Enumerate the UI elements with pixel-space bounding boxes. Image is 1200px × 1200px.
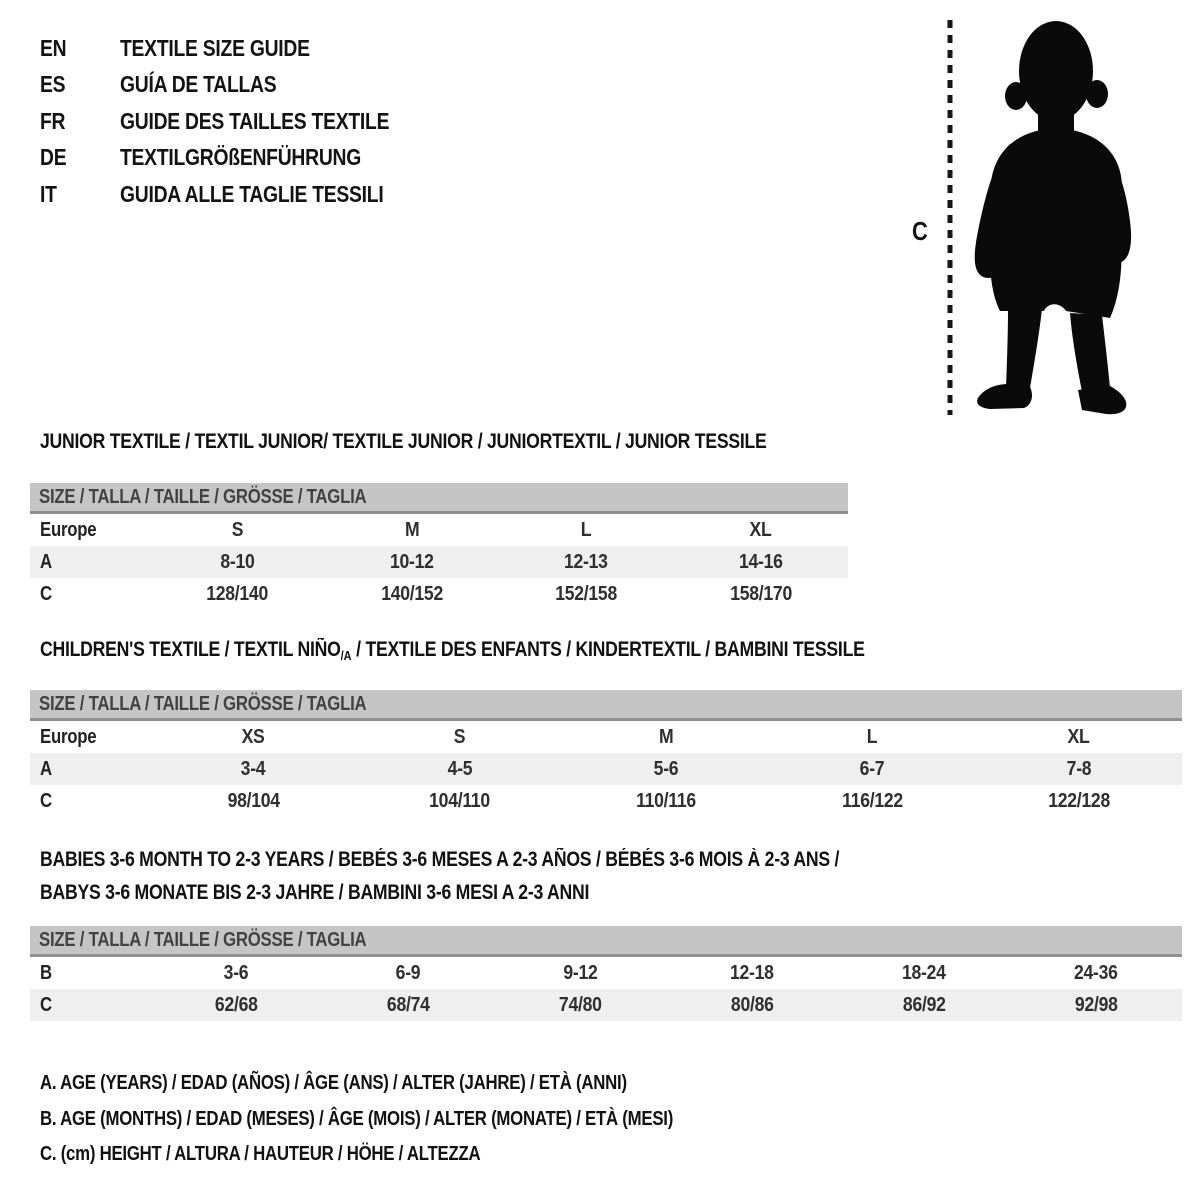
table-cell xyxy=(494,989,666,1021)
size-header-bar xyxy=(30,690,1182,721)
size-column-header xyxy=(356,721,562,753)
language-title-list xyxy=(40,30,441,213)
table-cell-text: 3-6 xyxy=(223,961,249,984)
table-cell xyxy=(325,578,500,610)
table-cell-text: 104/110 xyxy=(429,789,490,812)
region-label: Europe xyxy=(40,518,97,541)
row-label-cell xyxy=(30,753,150,785)
table-cell xyxy=(563,785,769,817)
table-cell xyxy=(1010,957,1182,989)
size-column-header xyxy=(769,721,975,753)
table-cell xyxy=(356,753,562,785)
table-cell xyxy=(674,578,849,610)
measure-legend xyxy=(40,1066,794,1173)
table-cell-text: 6-7 xyxy=(860,757,885,780)
table-cell-text: 14-16 xyxy=(738,550,783,573)
children-title-sub: /A xyxy=(340,648,352,663)
table-cell-text: 5-6 xyxy=(653,757,679,780)
section-title-junior-text: JUNIOR TEXTILE / TEXTIL JUNIOR/ TEXTILE JUNIOR / JUNIORTEXTIL / JUNIOR TESSILE xyxy=(40,430,767,453)
size-header-label: SIZE / TALLA / TAILLE / GRÖSSE / TAGLIA xyxy=(39,692,367,715)
height-figure xyxy=(900,12,1160,424)
language-code-text: FR xyxy=(40,107,66,134)
table-cell-text: 86/92 xyxy=(902,993,946,1016)
table-cell xyxy=(150,785,356,817)
table-cell xyxy=(838,989,1010,1021)
table-cell-text: 74/80 xyxy=(558,993,602,1016)
table-cell-text: 158/170 xyxy=(729,582,792,605)
row-label-cell xyxy=(30,957,150,989)
table-row-age xyxy=(30,753,1182,785)
size-header-label: SIZE / TALLA / TAILLE / GRÖSSE / TAGLIA xyxy=(39,485,367,508)
babies-title-line2: BABYS 3-6 MONATE BIS 2-3 JAHRE / BAMBINI 3-6 MESI A 2-3 ANNI xyxy=(40,881,590,904)
table-cell-text: 7-8 xyxy=(1066,757,1092,780)
table-cell xyxy=(499,546,674,578)
table-cell xyxy=(563,753,769,785)
table-row-columns xyxy=(30,514,848,546)
language-title-text: GUIDA ALLE TAGLIE TESSILI xyxy=(120,180,384,207)
language-title xyxy=(120,35,441,62)
table-cell xyxy=(976,785,1182,817)
language-row-fr xyxy=(40,103,441,140)
table-cell-text: 3-4 xyxy=(240,757,266,780)
language-title xyxy=(120,108,441,135)
table-cell xyxy=(322,957,494,989)
size-column-text: XS xyxy=(241,725,265,748)
size-column-header xyxy=(325,514,500,546)
size-column-text: M xyxy=(658,725,674,748)
table-cell xyxy=(769,785,975,817)
table-cell xyxy=(666,957,838,989)
table-cell-text: 10-12 xyxy=(389,550,434,573)
language-code xyxy=(40,108,120,135)
language-row-es xyxy=(40,67,441,104)
size-table-junior xyxy=(30,483,848,610)
size-column-header xyxy=(150,721,356,753)
section-title-children-text xyxy=(40,638,865,662)
table-cell-text: 24-36 xyxy=(1074,961,1118,984)
size-column-text: S xyxy=(453,725,466,748)
language-row-it xyxy=(40,176,441,213)
table-cell xyxy=(769,753,975,785)
table-cell xyxy=(494,957,666,989)
size-column-text: XL xyxy=(1067,725,1090,748)
size-column-text: M xyxy=(404,518,419,541)
row-label-cell xyxy=(30,578,150,610)
size-column-header xyxy=(563,721,769,753)
size-header-bar xyxy=(30,483,848,514)
row-label: A xyxy=(40,550,52,573)
legend-line-a xyxy=(40,1066,794,1102)
language-code-text: DE xyxy=(40,144,67,171)
table-cell-text: 140/152 xyxy=(380,582,443,605)
section-title-children xyxy=(40,638,1022,662)
language-title xyxy=(120,181,441,208)
table-cell-text: 110/116 xyxy=(636,789,696,812)
table-cell-text: 122/128 xyxy=(1047,789,1110,812)
table-cell xyxy=(150,957,322,989)
language-code xyxy=(40,181,120,208)
table-row-age xyxy=(30,546,848,578)
language-title-text: GUÍA DE TALLAS xyxy=(120,71,277,98)
row-label-cell xyxy=(30,785,150,817)
row-label: C xyxy=(40,789,52,812)
height-measure-letter: C xyxy=(912,216,928,246)
region-label-cell xyxy=(30,514,150,546)
table-row-columns xyxy=(30,721,1182,753)
table-row-months xyxy=(30,957,1182,989)
size-column-text: S xyxy=(231,518,243,541)
table-cell-text: 9-12 xyxy=(562,961,598,984)
row-label: B xyxy=(40,961,52,984)
language-code xyxy=(40,71,120,98)
legend-line-c xyxy=(40,1137,794,1173)
table-cell xyxy=(325,546,500,578)
size-column-header xyxy=(150,514,325,546)
region-label: Europe xyxy=(40,725,97,748)
legend-line-a-text: A. AGE (YEARS) / EDAD (AÑOS) / ÂGE (ANS) / ALTER (JAHRE) / ETÀ (ANNI) xyxy=(40,1072,627,1095)
language-code-text: ES xyxy=(40,71,66,98)
table-cell-text: 92/98 xyxy=(1074,993,1118,1016)
language-code xyxy=(40,35,120,62)
table-cell-text: 128/140 xyxy=(206,582,269,605)
children-title-part2: / TEXTILE DES ENFANTS / KINDERTEXTIL / BAMBINI TESSILE xyxy=(351,638,865,661)
table-row-height xyxy=(30,578,848,610)
language-row-de xyxy=(40,140,441,177)
babies-title-line1: BABIES 3-6 MONTH TO 2-3 YEARS / BEBÉS 3-6 MESES A 2-3 AÑOS / BÉBÉS 3-6 MOIS À 2-3 ANS / xyxy=(40,848,840,871)
row-label: A xyxy=(40,757,52,780)
table-cell-text: 62/68 xyxy=(214,993,258,1016)
table-cell-text: 6-9 xyxy=(395,961,421,984)
table-cell xyxy=(150,753,356,785)
table-cell xyxy=(322,989,494,1021)
table-cell-text: 98/104 xyxy=(227,789,280,812)
legend-line-b xyxy=(40,1102,794,1138)
table-cell xyxy=(838,957,1010,989)
table-cell-text: 8-10 xyxy=(220,550,255,573)
language-code-text: IT xyxy=(40,180,57,207)
size-table-children xyxy=(30,690,1182,817)
height-measure-label xyxy=(912,216,930,247)
row-label: C xyxy=(40,993,52,1016)
table-cell-text: 68/74 xyxy=(386,993,430,1016)
row-label: C xyxy=(40,582,52,605)
table-cell xyxy=(666,989,838,1021)
language-row-en xyxy=(40,30,441,67)
row-label-cell xyxy=(30,546,150,578)
table-cell-text: 116/122 xyxy=(841,789,903,812)
size-column-header xyxy=(976,721,1182,753)
children-title-part1: CHILDREN'S TEXTILE / TEXTIL NIÑO xyxy=(40,638,341,661)
region-label-cell xyxy=(30,721,150,753)
language-title-text: TEXTILE SIZE GUIDE xyxy=(120,34,310,61)
language-title-text: GUIDE DES TAILLES TEXTILE xyxy=(120,107,390,134)
table-cell xyxy=(150,578,325,610)
language-title xyxy=(120,144,441,171)
language-code-text: EN xyxy=(40,34,67,61)
table-cell-text: 12-18 xyxy=(730,961,774,984)
size-column-text: XL xyxy=(749,518,772,541)
table-cell xyxy=(976,753,1182,785)
table-cell xyxy=(499,578,674,610)
table-cell xyxy=(674,546,849,578)
table-cell xyxy=(150,989,322,1021)
table-cell-text: 80/86 xyxy=(730,993,774,1016)
baby-silhouette-icon xyxy=(975,21,1131,414)
table-row-height xyxy=(30,989,1182,1021)
table-cell xyxy=(1010,989,1182,1021)
legend-line-c-text: C. (cm) HEIGHT / ALTURA / HAUTEUR / HÖHE / ALTEZZA xyxy=(40,1143,481,1166)
size-header-label: SIZE / TALLA / TAILLE / GRÖSSE / TAGLIA xyxy=(39,928,367,951)
size-column-text: L xyxy=(867,725,878,748)
section-title-babies xyxy=(40,843,991,909)
size-column-header xyxy=(674,514,849,546)
language-title-text: TEXTILGRÖßENFÜHRUNG xyxy=(120,144,362,171)
legend-line-b-text: B. AGE (MONTHS) / EDAD (MESES) / ÂGE (MOIS) / ALTER (MONATE) / ETÀ (MESI) xyxy=(40,1107,674,1130)
language-title xyxy=(120,71,441,98)
size-column-header xyxy=(499,514,674,546)
table-cell-text: 12-13 xyxy=(564,550,609,573)
table-cell-text: 18-24 xyxy=(902,961,946,984)
table-row-height xyxy=(30,785,1182,817)
language-code xyxy=(40,144,120,171)
table-cell-text: 152/158 xyxy=(555,582,618,605)
size-column-text: L xyxy=(580,518,592,541)
table-cell xyxy=(150,546,325,578)
table-cell xyxy=(356,785,562,817)
row-label-cell xyxy=(30,989,150,1021)
section-title-junior xyxy=(40,430,905,454)
size-header-bar xyxy=(30,926,1182,957)
table-cell-text: 4-5 xyxy=(447,757,472,780)
size-table-babies xyxy=(30,926,1182,1021)
